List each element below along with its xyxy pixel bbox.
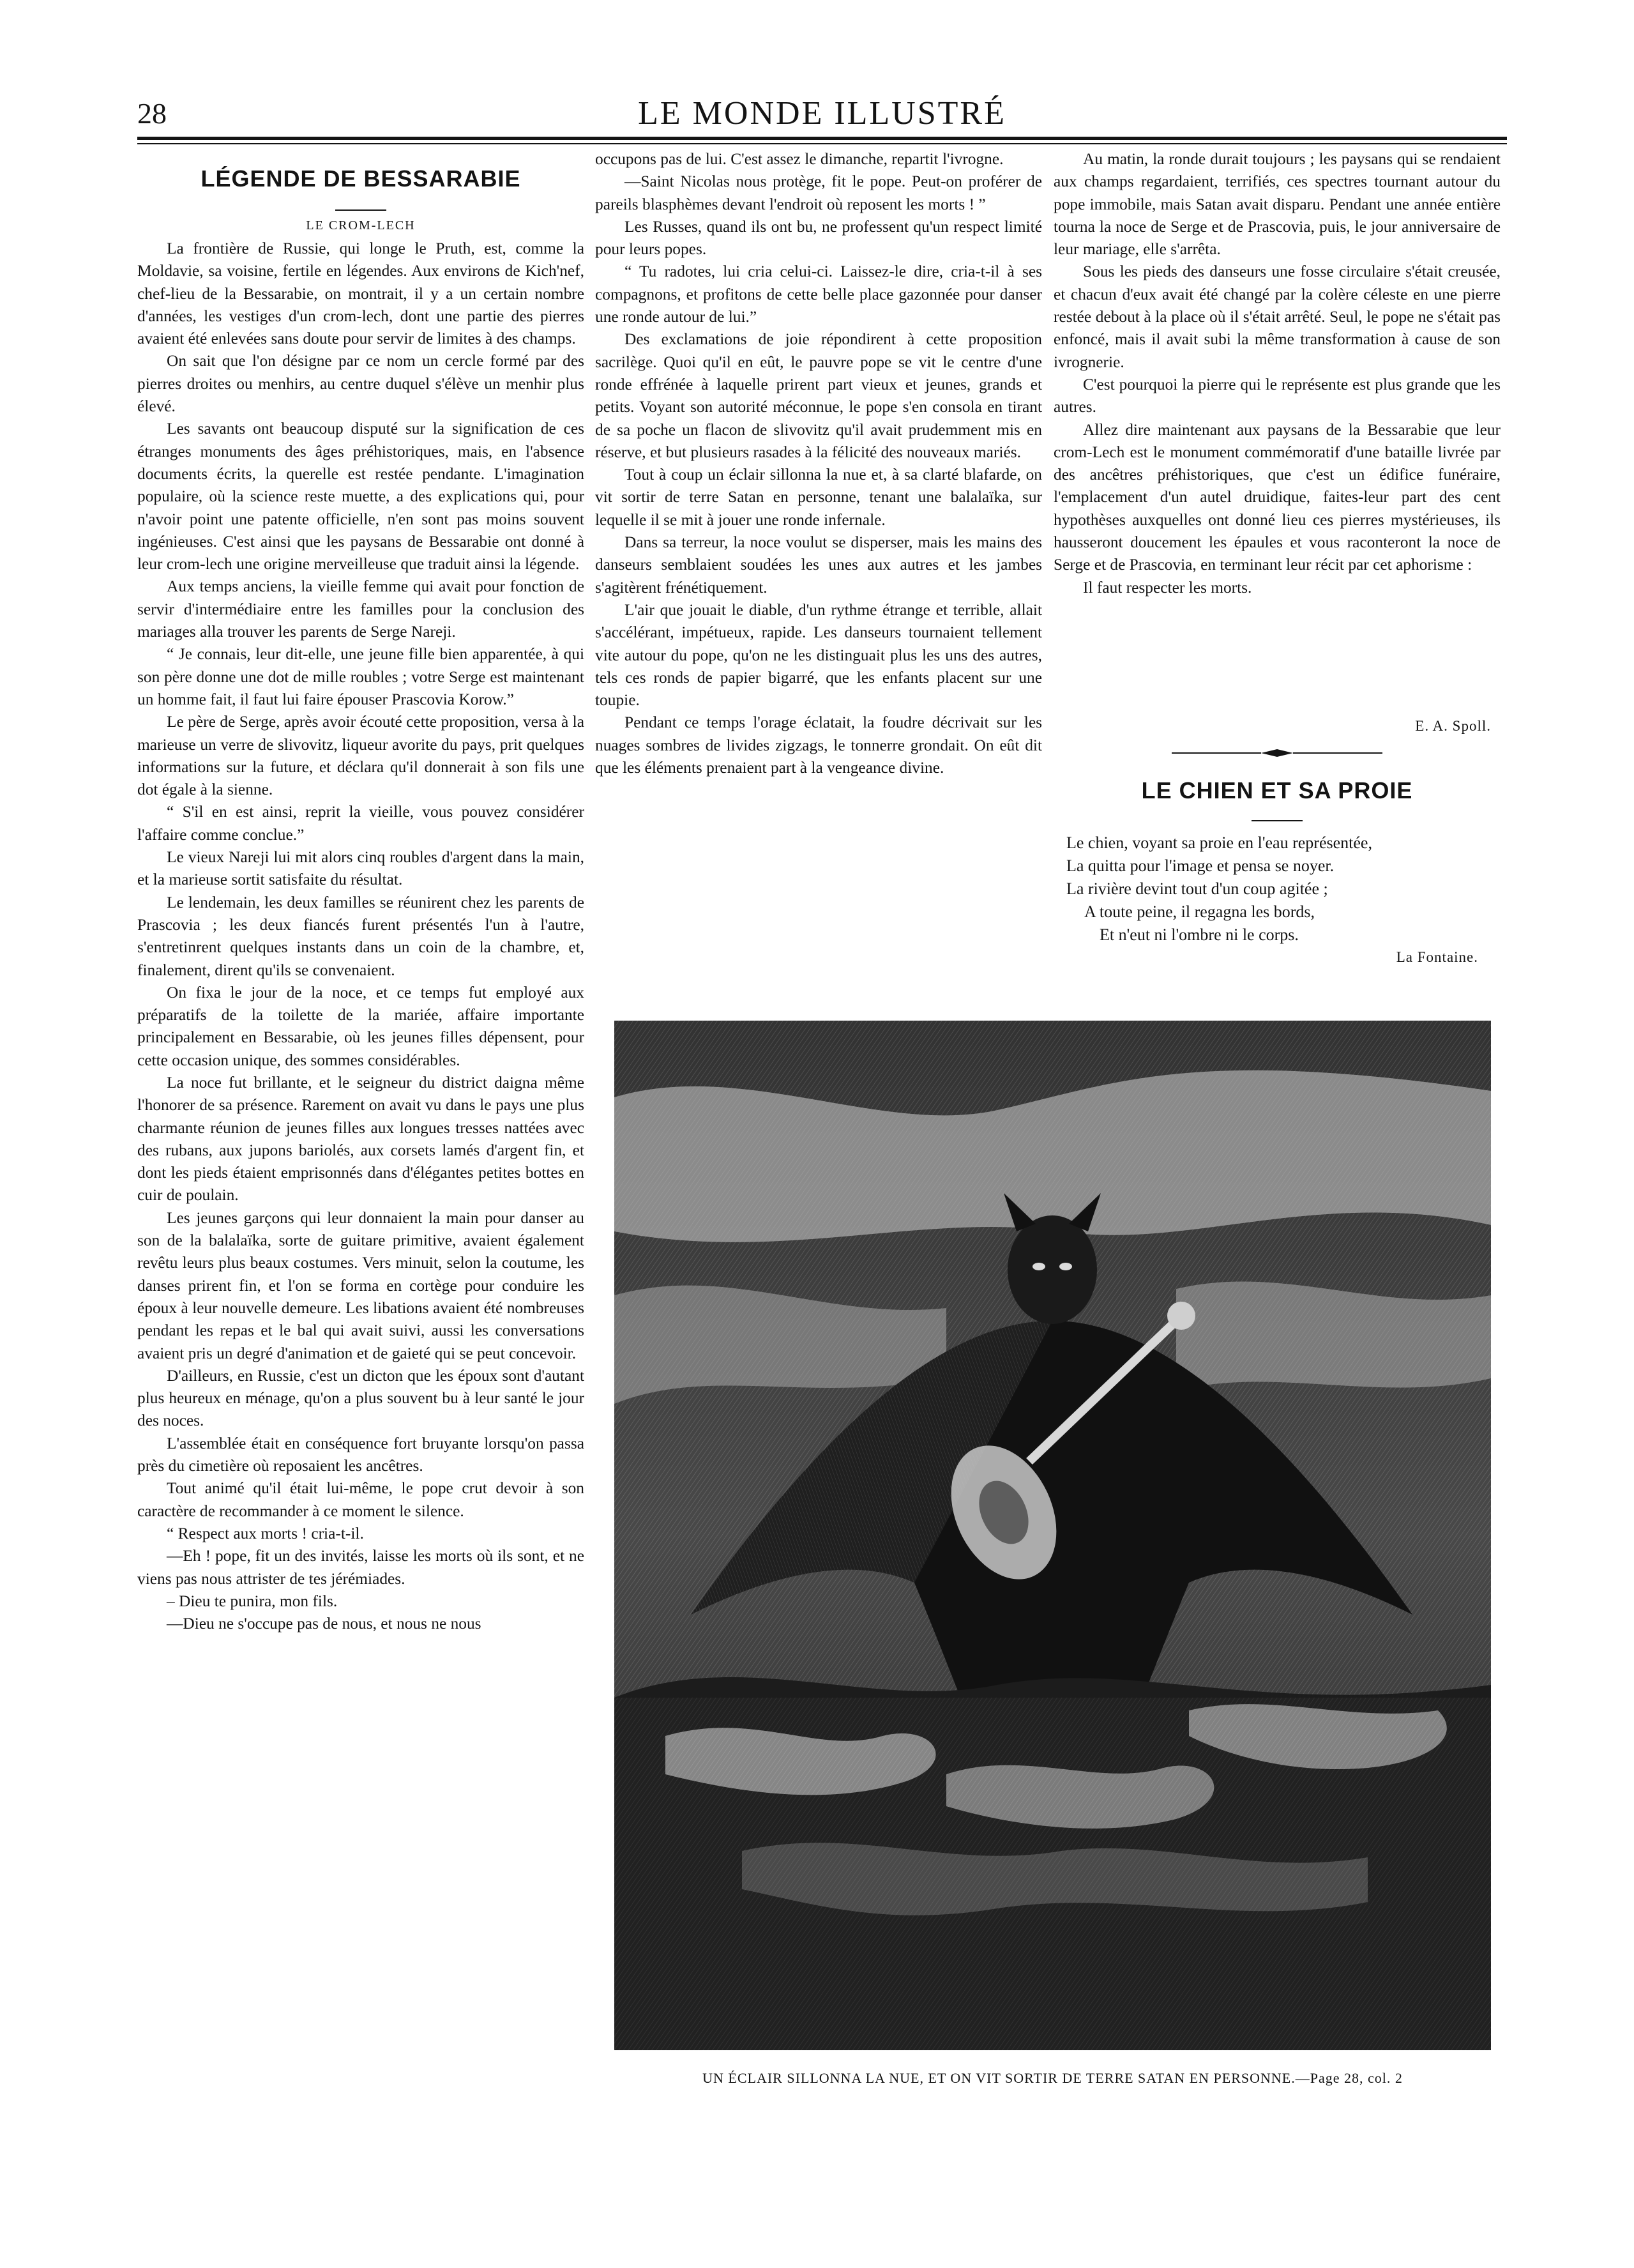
paragraph: Des exclamations de joie répondirent à cette proposition sacrilège. Quoi qu'il en eût, le pauvre pope se vit le centre d'une ronde effrénée à laquelle prirent part vieux et jeunes, grands et petits. Voyant son autorité méconnue, le pope s'en consola en tirant de sa poche un flacon de slivovitz qu'il avait prudemment mis en réserve, et but plusieurs rasades à la félicité des nouveaux mariés. bbox=[595, 330, 1042, 461]
paragraph: Tout animé qu'il était lui-même, le pope crut devoir à son caractère de recommander à ce moment le silence. bbox=[137, 1479, 584, 1520]
paragraph: – Dieu te punira, mon fils. bbox=[167, 1592, 338, 1610]
title-divider bbox=[1252, 820, 1303, 821]
paragraph: Au matin, la ronde durait toujours ; les paysans qui se rendaient aux champs regardaient, terrifiés, ces spectres tournant autour du pope immobile, mais Satan avait disparu. Pendant une année entière tourna la noce de Serge et de Prascovia, puis, le jour anniversaire de leur mariage, elle s'arrêta. bbox=[1054, 150, 1501, 259]
fable-poem bbox=[1066, 832, 1501, 947]
paragraph: Allez dire maintenant aux paysans de la Bessarabie que leur crom-Lech est le monument commémoratif d'une bataille livrée par des ancêtres préhistoriques, que c'est un édifice funéraire, l'emplacement d'un autel druidique, faites-leur part des cent hypothèses auxquelles ont donné lieu ces pierres mystérieuses, ils hausseront doucement les épaules et vous raconteront la noce de Serge et de Prascovia, en terminant leur récit par cet aphorisme : bbox=[1054, 420, 1501, 574]
paragraph: Tout à coup un éclair sillonna la nue et, à sa clarté blafarde, on vit sortir de terre Satan en personne, tenant une balalaïka, sur lequelle il se mit à jouer une ronde infernale. bbox=[595, 466, 1042, 529]
paragraph: La frontière de Russie, qui longe le Pruth, est, comme la Moldavie, sa voisine, fertile en légendes. Aux environs de Kich'nef, chef-lieu de la Bessarabie, on montrait, il y a un certain nombre d'années, les vestiges d'un crom-lech, dont une partie des pierres avaient été enlevées sans doute pour servir de limites à des champs. bbox=[137, 240, 584, 348]
paragraph: C'est pourquoi la pierre qui le représente est plus grande que les autres. bbox=[1054, 375, 1501, 416]
paragraph: Les Russes, quand ils ont bu, ne professent qu'un respect limité pour leurs popes. bbox=[595, 217, 1042, 259]
paragraph: “ Je connais, leur dit-elle, une jeune fille bien apparentée, à qui son père donne une dot de mille roubles ; votre Serge est maintenant un homme fait, il faut lui faire épouser Prascovia Korow.” bbox=[137, 645, 584, 708]
poem-line: A toute peine, il regagna les bords, bbox=[1084, 902, 1315, 921]
paragraph: L'air que jouait le diable, d'un rythme étrange et terrible, allait s'accélérant, impétueux, rapide. Les danseurs tournaient tellement vite autour du pope, qu'on ne les distinguait plus les uns des autres, tels ces ronds de papier bigarré, que les enfants placent sur une toupie. bbox=[595, 600, 1042, 710]
paragraph: On fixa le jour de la noce, et ce temps fut employé aux préparatifs de la toilette de la mariée, affaire importante principalement en Bessarabie, où les jeunes filles dépensent, pour cette occasion unique, des sommes considérables. bbox=[137, 983, 584, 1069]
page-number: 28 bbox=[137, 97, 167, 130]
author-signature: E. A. Spoll. bbox=[1415, 718, 1491, 734]
poem-line: La rivière devint tout d'un coup agitée ; bbox=[1066, 879, 1328, 898]
paragraph: L'assemblée était en conséquence fort bruyante lorsqu'on passa près du cimetière où reposaient les ancêtres. bbox=[137, 1434, 584, 1475]
paragraph: —Dieu ne s'occupe pas de nous, et nous ne nous bbox=[167, 1615, 481, 1633]
fable-author: La Fontaine. bbox=[1396, 949, 1478, 965]
paragraph: D'ailleurs, en Russie, c'est un dicton que les époux sont d'autant plus heureux en ménage, qu'on a plus souvent bu à leur santé le jour des noces. bbox=[137, 1366, 584, 1430]
paragraph: Les jeunes garçons qui leur donnaient la main pour danser au son de la balalaïka, sorte de guitare primitive, avaient également revêtu leurs plus beaux costumes. Vers minuit, selon la coutume, les danses prirent fin, et l'on se forma en cortège pour conduire les époux à leur nouvelle demeure. Les libations avaient été nombreuses pendant les repas et le bal qui avait suivi, aussi les conversations avaient pris un degré d'animation et de gaieté qui se peut concevoir. bbox=[137, 1208, 584, 1362]
paragraph: “ Tu radotes, lui cria celui-ci. Laissez-le dire, cria-t-il à ses compagnons, et profitons de cette belle place gazonnée pour danser une ronde autour de lui.” bbox=[595, 263, 1042, 326]
paragraph: Dans sa terreur, la noce voulut se disperser, mais les mains des danseurs semblaient soudées les unes aux autres et les jambes s'agitèrent frénétiquement. bbox=[595, 533, 1042, 597]
paragraph: Le lendemain, les deux familles se réunirent chez les parents de Prascovia ; les deux fiancés furent présentés l'un à l'autre, s'entretinrent quelques instants dans un coin de la chambre, et, finalement, dirent qu'ils se convenaient. bbox=[137, 893, 584, 979]
paragraph: Pendant ce temps l'orage éclatait, la foudre décrivait sur les nuages sombres de livides zigzags, le tonnerre grondait. On eût dit que les éléments prenaient part à la vengeance divine. bbox=[595, 713, 1042, 777]
paragraph: occupons pas de lui. C'est assez le dimanche, repartit l'ivrogne. bbox=[595, 150, 1004, 168]
poem-line: Le chien, voyant sa proie en l'eau représentée, bbox=[1066, 833, 1372, 852]
paragraph: “ Respect aux morts ! cria-t-il. bbox=[167, 1524, 364, 1542]
article-title-chien: LE CHIEN ET SA PROIE bbox=[1141, 777, 1413, 803]
text-column-1 bbox=[137, 238, 584, 1635]
paragraph: “ S'il en est ainsi, reprit la vieille, vous pouvez considérer l'affaire comme conclue.” bbox=[137, 803, 584, 844]
paragraph: Le vieux Nareji lui mit alors cinq roubles d'argent dans la main, et la marieuse sortit satisfaite du résultat. bbox=[137, 848, 584, 889]
article-subtitle: LE CROM-LECH bbox=[306, 218, 416, 232]
header-rule-thick bbox=[137, 137, 1507, 140]
paragraph: Il faut respecter les morts. bbox=[1083, 578, 1252, 597]
text-column-3 bbox=[1054, 148, 1501, 599]
masthead bbox=[137, 95, 1507, 133]
paragraph: —Eh ! pope, fit un des invités, laisse les morts où ils sont, et ne viens pas nous attrister de tes jérémiades. bbox=[137, 1547, 584, 1588]
poem-line: Et n'eut ni l'ombre ni le corps. bbox=[1100, 925, 1299, 944]
article-title-legende: LÉGENDE DE BESSARABIE bbox=[200, 165, 521, 192]
title-divider bbox=[335, 209, 386, 211]
satan-engraving-illustration bbox=[614, 1021, 1491, 2050]
ornament-divider bbox=[1172, 749, 1382, 757]
poem-line: La quitta pour l'image et pensa se noyer. bbox=[1066, 856, 1335, 875]
illustration-caption: UN ÉCLAIR SILLONNA LA NUE, ET ON VIT SORTIR DE TERRE SATAN EN PERSONNE.—Page 28, col. 2 bbox=[702, 2070, 1403, 2086]
text-column-2 bbox=[595, 148, 1042, 779]
paragraph: —Saint Nicolas nous protège, fit le pope. Peut-on proférer de pareils blasphèmes devant l'endroit où reposent les morts ! ” bbox=[595, 172, 1042, 213]
header-rule-thin bbox=[137, 143, 1507, 144]
paragraph: Sous les pieds des danseurs une fosse circulaire s'était creusée, et chacun d'eux avait été changé par la colère céleste en une pierre restée debout à la place où il s'était arrêté. Seul, le pope ne s'était pas enfoncé, mais il avait subi la même transformation à cause de son ivrognerie. bbox=[1054, 263, 1501, 371]
paragraph: Les savants ont beaucoup disputé sur la signification de ces étranges monuments des âges préhistoriques, mais, en l'absence documents écrits, la querelle est restée pendante. L'imagination populaire, où la science reste muette, a des explications qui, pour n'avoir point une patente officielle, n'en sont pas moins souvent ingénieuses. C'est ainsi que les paysans de Bessarabie ont donné à leur crom-lech une origine merveilleuse que traduit ainsi la légende. bbox=[137, 420, 584, 574]
paragraph: Le père de Serge, après avoir écouté cette proposition, versa à la marieuse un verre de slivovitz, liqueur avorite du pays, prit quelques informations sur la future, et déclara qu'il donnerait à son fils une dot égale à la sienne. bbox=[137, 713, 584, 799]
paragraph: La noce fut brillante, et le seigneur du district daigna même l'honorer de sa présence. Rarement on avait vu dans le pays une plus charmante réunion de jeunes filles aux longues tresses nattées avec des rubans, aux jupons bariolés, aux corsets lamés d'argent fin, et dont les pieds étaient emprisonnés dans d'élégantes petites bottes en cuir de poulain. bbox=[137, 1073, 584, 1205]
paragraph: Aux temps anciens, la vieille femme qui avait pour fonction de servir d'intermédiaire entre les familles pour la conclusion des mariages alla trouver les parents de Serge Nareji. bbox=[137, 577, 584, 641]
journal-title: LE MONDE ILLUSTRÉ bbox=[638, 95, 1006, 132]
paragraph: On sait que l'on désigne par ce nom un cercle formé par des pierres droites ou menhirs, au centre duquel s'élève un menhir plus élevé. bbox=[137, 352, 584, 416]
